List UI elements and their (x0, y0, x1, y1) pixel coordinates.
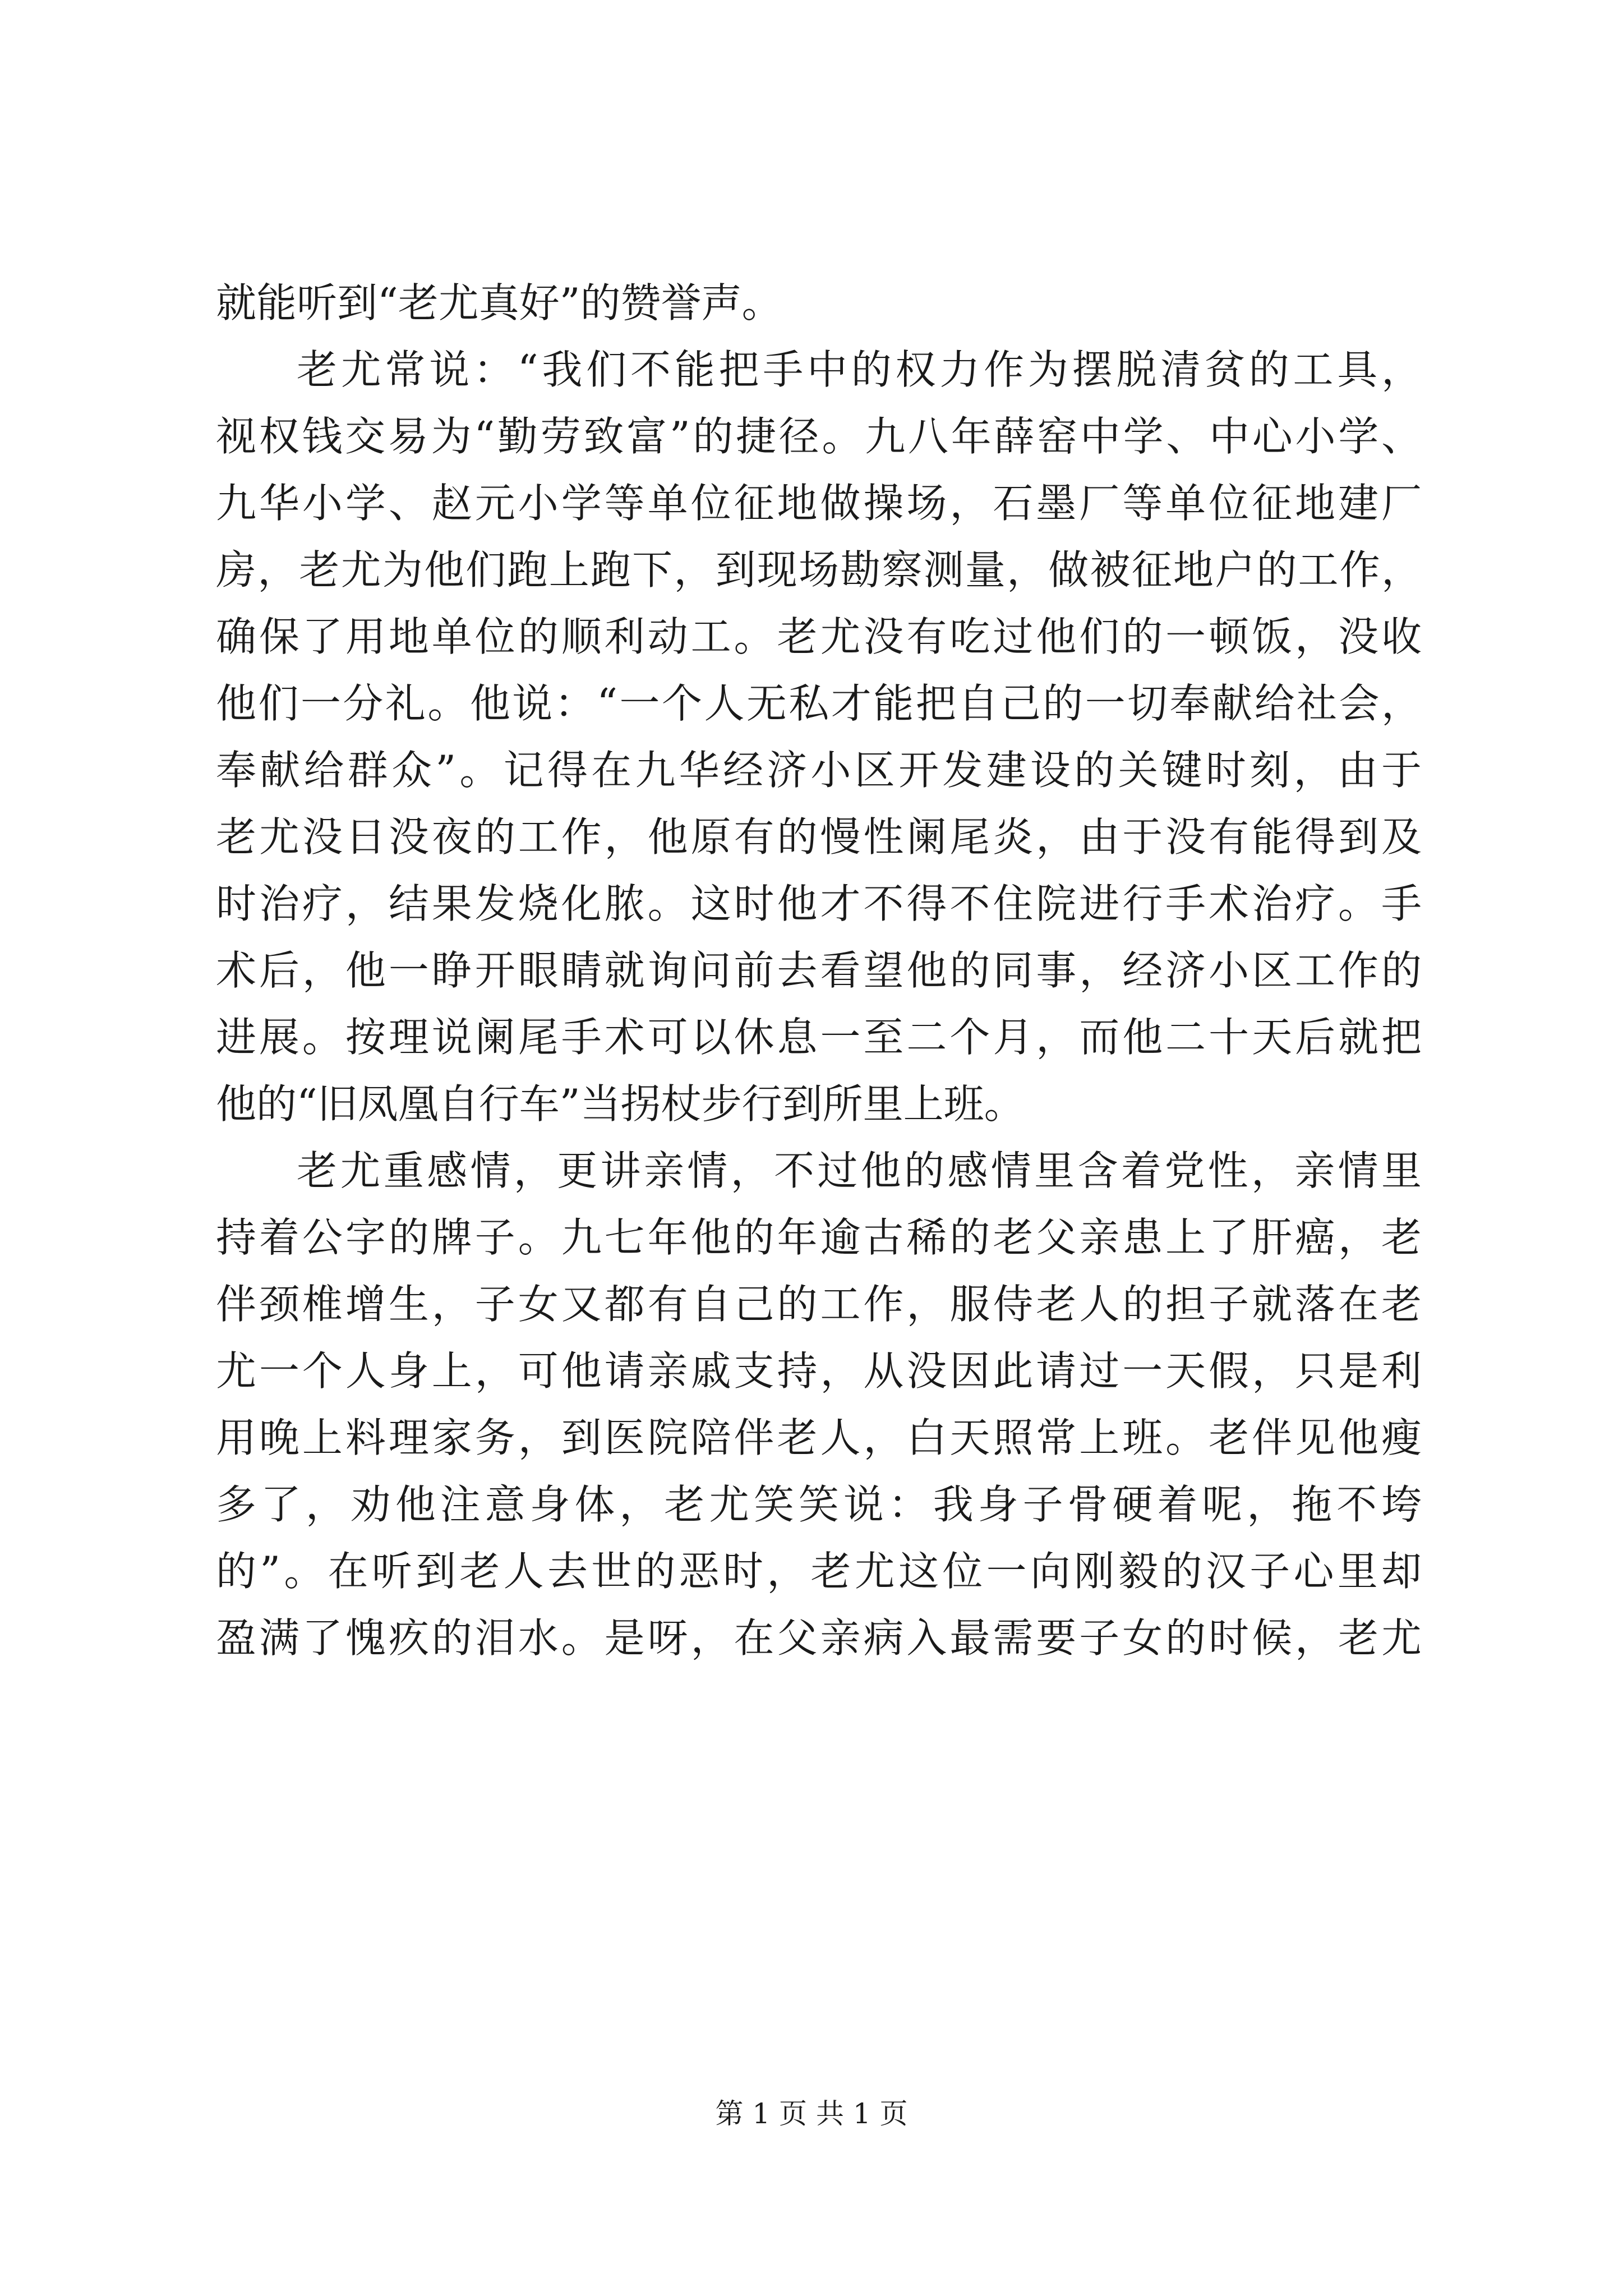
text-line: 时治疗，结果发烧化脓。这时他才不得不住院进行手术治疗。手 (216, 880, 1422, 927)
text-line: 持着公字的牌子。九七年他的年逾古稀的老父亲患上了肝癌，老 (216, 1214, 1422, 1261)
text-line: 多了，劝他注意身体，老尤笑笑说：我身子骨硬着呢，拖不垮 (216, 1481, 1422, 1528)
text-line: 伴颈椎增生，子女又都有自己的工作，服侍老人的担子就落在老 (216, 1281, 1422, 1328)
text-line: 老尤没日没夜的工作，他原有的慢性阑尾炎，由于没有能得到及 (216, 813, 1422, 861)
text-line: 术后，他一睁开眼睛就询问前去看望他的同事，经济小区工作的 (216, 947, 1422, 994)
text-line: 尤一个人身上，可他请亲戚支持，从没因此请过一天假，只是利 (216, 1347, 1422, 1395)
text-line: 他的“旧凤凰自行车”当拐杖步行到所里上班。 (216, 1080, 1025, 1128)
text-line: 老尤重感情，更讲亲情，不过他的感情里含着党性，亲情里 (297, 1147, 1422, 1194)
text-line: 进展。按理说阑尾手术可以休息一至二个月，而他二十天后就把 (216, 1014, 1422, 1061)
text-line: 房，老尤为他们跑上跑下，到现场勘察测量，做被征地户的工作， (216, 546, 1422, 593)
text-line: 盈满了愧疚的泪水。是呀，在父亲病入最需要子女的时候，老尤 (216, 1614, 1422, 1662)
text-line: 奉献给群众”。记得在九华经济小区开发建设的关键时刻，由于 (216, 747, 1422, 794)
text-line: 确保了用地单位的顺利动工。老尤没有吃过他们的一顿饭，没收 (216, 613, 1422, 660)
text-line: 视权钱交易为“勤劳致富”的捷径。九八年薛窑中学、中心小学、 (216, 413, 1422, 460)
text-line: 九华小学、赵元小学等单位征地做操场，石墨厂等单位征地建厂 (216, 480, 1422, 527)
text-line: 老尤常说：“我们不能把手中的权力作为摆脱清贫的工具， (297, 346, 1422, 393)
text-line: 就能听到“老尤真好”的赞誉声。 (216, 279, 782, 326)
text-line: 用晚上料理家务，到医院陪伴老人，白天照常上班。老伴见他瘦 (216, 1414, 1422, 1461)
text-line: 的”。在听到老人去世的恶时，老尤这位一向刚毅的汉子心里却 (216, 1548, 1422, 1595)
page-number-footer: 第 1 页 共 1 页 (715, 2097, 908, 2130)
body-text (216, 270, 1422, 1672)
text-line: 他们一分礼。他说：“一个人无私才能把自己的一切奉献给社会， (216, 680, 1422, 727)
